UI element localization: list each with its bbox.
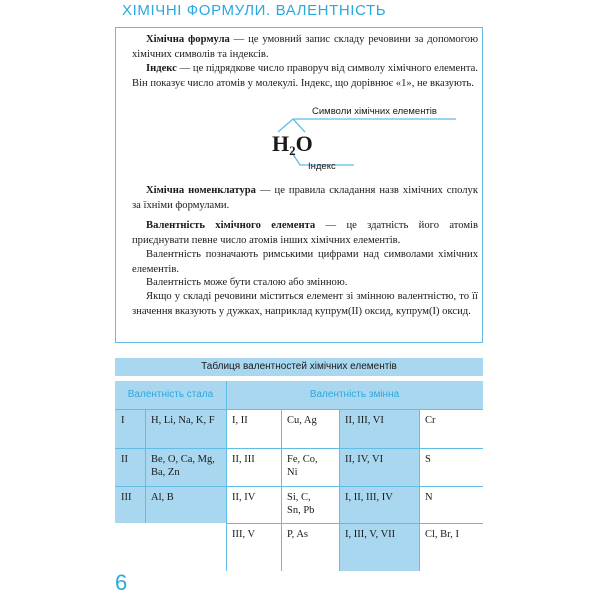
variable-valence-b3: I, II, III, IV <box>345 492 393 503</box>
variable-elements-a4: P, As <box>287 529 309 540</box>
constant-elements-2: Be, O, Ca, Mg, Ba, Zn <box>151 454 215 478</box>
variable-valence-b1: II, III, VI <box>345 415 384 426</box>
constant-elements-1: H, Li, Na, K, F <box>151 415 215 426</box>
variable-elements-b4: Cl, Br, I <box>425 529 459 540</box>
valence-types-text: Валентність може бути сталою або змінною. <box>146 277 348 288</box>
definition-valence: Валентність хімічного елемента — це здатність його атомів приєднувати певне число атомів інших хімічних елементів. <box>132 220 478 246</box>
valence-table <box>115 381 483 571</box>
constant-elements-3: Al, B <box>151 492 174 503</box>
variable-valence-b2: II, IV, VI <box>345 454 384 465</box>
formula-h2o: $H_2O$ <box>272 131 313 158</box>
definition-nomenclature: Хімічна номенклатура — це правила складання назв хімічних сполук за їхніми формулами. <box>132 185 479 211</box>
variable-valence-a3: II, IV <box>232 492 256 503</box>
variable-valence-a4: III, V <box>232 529 256 540</box>
valence-notation-text: Валентність позначають римськими цифрами над символами хімічних елементів. <box>132 249 478 275</box>
variable-valence-a2: II, III <box>232 454 255 465</box>
valence-table-title: Таблиця валентностей хімічних елементів <box>115 358 483 376</box>
variable-elements-a2: Fe, Co, Ni <box>287 454 318 478</box>
variable-valence-b4: I, III, V, VII <box>345 529 396 540</box>
label-index: Індекс <box>308 161 336 172</box>
definition-chemical-formula: Хімічна формула — це умовний запис складу речовини за допомогою хімічних символів та індексів. <box>132 34 479 60</box>
header-constant-valence: Валентність стала <box>127 389 214 400</box>
page-number: 6 <box>115 570 128 595</box>
constant-valence-2: II <box>121 454 128 465</box>
header-variable-valence: Валентність змінна <box>309 389 400 400</box>
variable-elements-a3: Si, C, Sn, Pb <box>287 492 315 516</box>
page-title: ХІМІЧНІ ФОРМУЛИ. ВАЛЕНТНІСТЬ <box>122 2 387 19</box>
variable-elements-b1: Cr <box>425 415 436 426</box>
constant-valence-1: I <box>121 415 125 426</box>
variable-elements-b2: S <box>425 454 431 465</box>
variable-valence-a1: I, II <box>232 415 248 426</box>
variable-elements-a1: Cu, Ag <box>287 415 317 426</box>
variable-valence-text: Якщо у складі речовини міститься елемент зі змінною валентністю, то її значення вказують у дужках, наприклад купрум(II) оксид, купрум(I) оксид. <box>132 291 478 317</box>
label-element-symbols: Символи хімічних елементів <box>312 106 437 117</box>
definition-index: Індекс — це підрядкове число праворуч від символу хімічного елемента. Він показує число атомів у молекулі. Індекс, що дорівнює «1», не вказують. <box>132 63 478 89</box>
variable-elements-b3: N <box>425 492 433 503</box>
constant-valence-3: III <box>121 492 132 503</box>
